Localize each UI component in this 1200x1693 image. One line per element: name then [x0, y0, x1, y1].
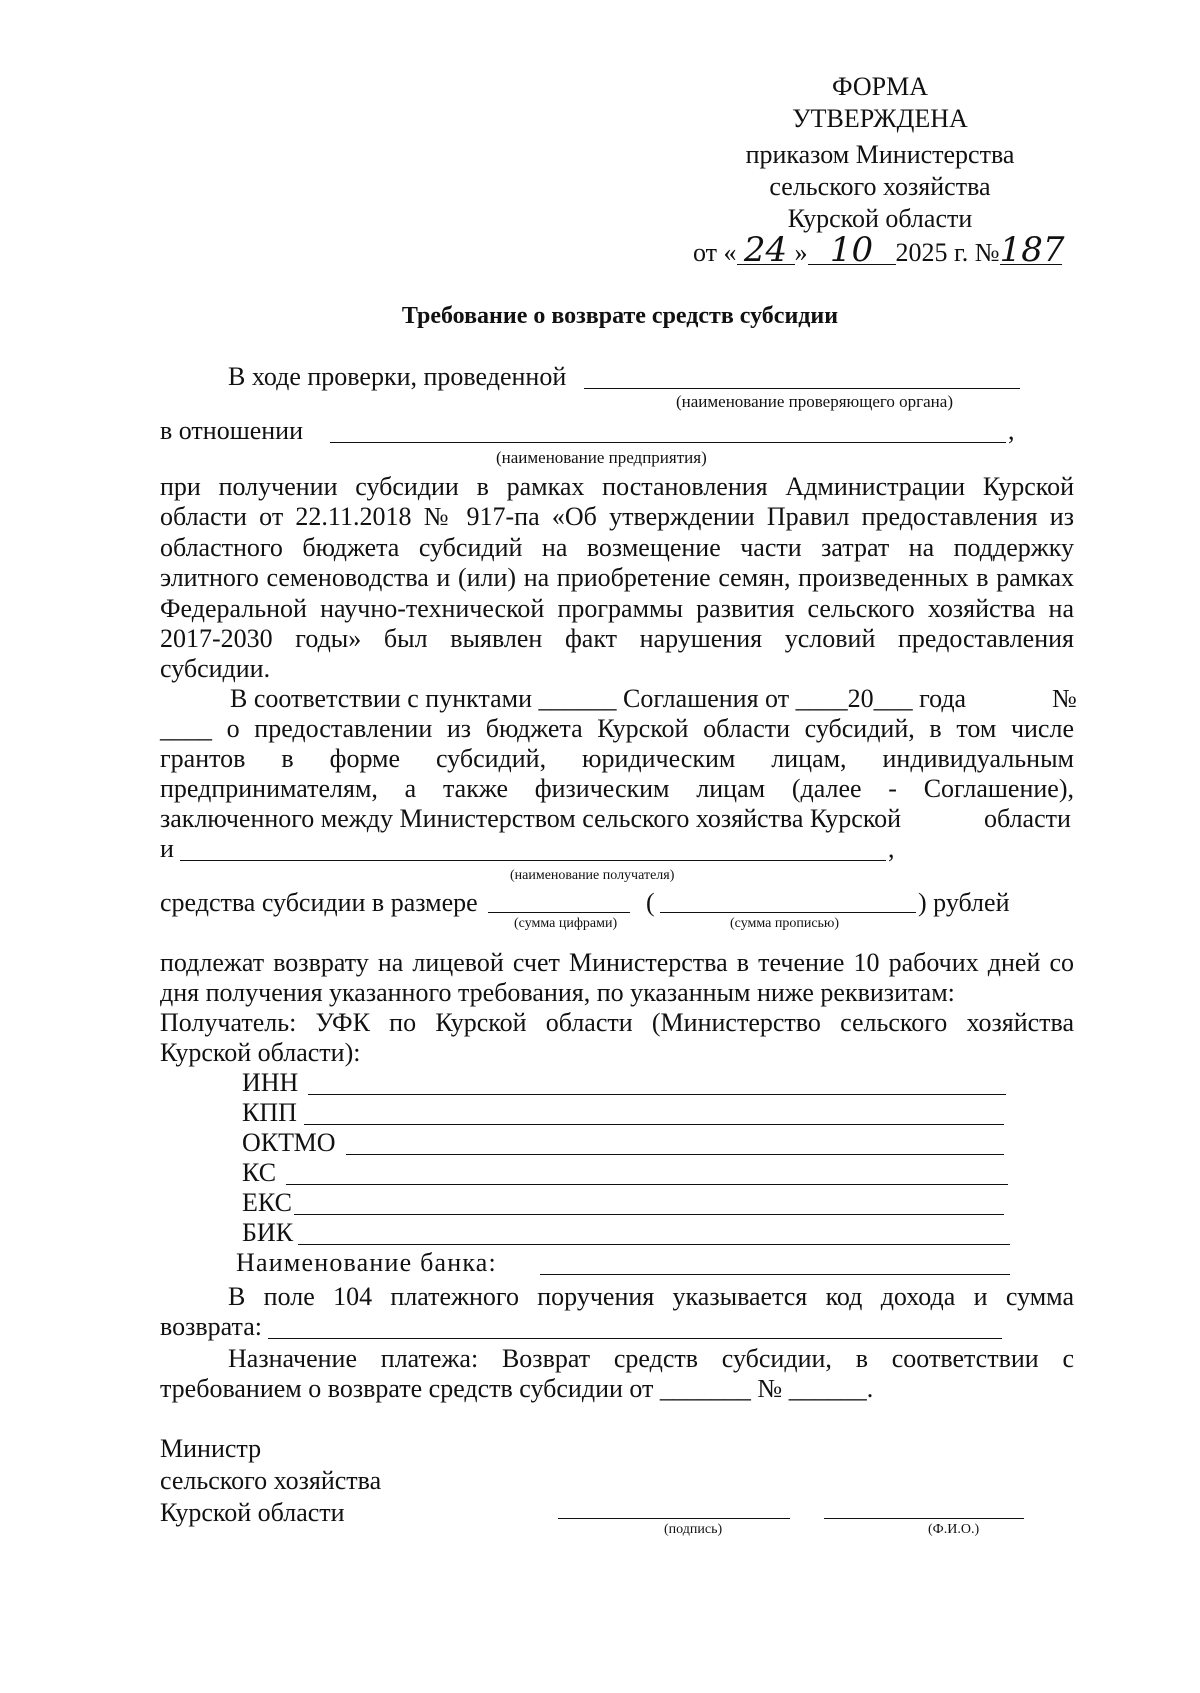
p4-and: и [160, 834, 174, 863]
signer-role-1: Министр [160, 1434, 262, 1463]
inspecting-body-hint: (наименование проверяющего органа) [676, 392, 953, 411]
enterprise-comma: , [1008, 416, 1015, 445]
p4-line-5-end: области [984, 804, 1071, 833]
purpose-line-2: требованием о возврате средств субсидии от _______ № ______. [160, 1374, 874, 1403]
approved-label: УТВЕРЖДЕНА [792, 104, 968, 133]
inspecting-body-field[interactable] [584, 388, 1020, 389]
signer-role-2: сельского хозяйства [160, 1466, 382, 1495]
bik-field[interactable] [298, 1244, 1010, 1245]
oktmo-label: ОКТМО [242, 1128, 336, 1157]
p4-number-sign: № [1052, 684, 1077, 713]
inn-label: ИНН [242, 1068, 299, 1097]
order-date-line [693, 230, 1065, 270]
p6-line-2: Курской области): [160, 1038, 361, 1067]
p5-line-2: дня получения указанного требования, по указанным ниже реквизитам: [160, 978, 955, 1007]
full-name-hint: (Ф.И.О.) [928, 1522, 980, 1537]
order-month: 10 [808, 236, 896, 265]
order-line: приказом Министерства [745, 140, 1015, 169]
bank-name-label: Наименование банка: [236, 1248, 497, 1277]
p3-line-5: Федеральной научно-технической программы развития сельского хозяйства на [160, 594, 1074, 623]
enterprise-field[interactable] [330, 442, 1006, 443]
bik-label: БИК [242, 1218, 294, 1247]
document-title: Требование о возврате средств субсидии [401, 303, 839, 329]
amount-label: средства субсидии в размере [160, 888, 478, 917]
amount-words-field[interactable] [660, 912, 916, 913]
inn-field[interactable] [308, 1094, 1006, 1095]
p3-line-6: 2017-2030 годы» был выявлен факт нарушения условий предоставления [160, 624, 1074, 653]
enterprise-hint: (наименование предприятия) [496, 448, 707, 467]
amount-digits-field[interactable] [488, 912, 630, 913]
recipient-hint: (наименование получателя) [510, 868, 675, 883]
p4-line-2: ____ о предоставлении из бюджета Курской области субсидий, в том числе [160, 714, 1074, 743]
p3-line-2: области от 22.11.2018 № 917-па «Об утверждении Правил предоставления из [160, 502, 1074, 531]
return-amount-field[interactable] [268, 1338, 1002, 1339]
p5-line-1: подлежат возврату на лицевой счет Министерства в течение 10 рабочих дней со [160, 948, 1074, 977]
year-text: 2025 г. № [895, 238, 1000, 267]
eks-label: ЕКС [242, 1188, 292, 1217]
signature-field[interactable] [558, 1518, 790, 1519]
p4-line-4: предпринимателям, а также физическим лицам (далее - Соглашение), [160, 774, 1074, 803]
recipient-field[interactable] [180, 860, 886, 861]
p4-line-1: В соответствии с пунктами ______ Соглашения от ____20___ года [230, 684, 967, 713]
p3-line-3: областного бюджета субсидий на возмещение части затрат на поддержку [160, 533, 1074, 562]
p3-line-1: при получении субсидии в рамках постановления Администрации Курской [160, 472, 1074, 501]
field104-line-1: В поле 104 платежного поручения указывается код дохода и сумма [228, 1282, 1074, 1311]
p6-line-1: Получатель: УФК по Курской области (Министерство сельского хозяйства [160, 1008, 1074, 1037]
full-name-field[interactable] [824, 1518, 1024, 1519]
signer-role-3: Курской области [160, 1498, 345, 1527]
month-separator: » [794, 238, 808, 267]
oktmo-field[interactable] [346, 1154, 1004, 1155]
amount-digits-hint: (сумма цифрами) [514, 916, 618, 931]
field104-line-2: возврата: [160, 1312, 262, 1341]
recipient-comma: , [888, 834, 895, 863]
ministry-line: сельского хозяйства [769, 172, 991, 201]
order-day: 24 [737, 236, 795, 265]
check-intro: В ходе проверки, проведенной [228, 362, 567, 391]
kpp-field[interactable] [304, 1124, 1004, 1125]
bank-name-field[interactable] [540, 1274, 1010, 1275]
region-line: Курской области [787, 204, 973, 233]
p4-line-3: грантов в форме субсидий, юридическим лицам, индивидуальным [160, 744, 1074, 773]
purpose-line-1: Назначение платежа: Возврат средств субсидии, в соответствии с [228, 1344, 1074, 1373]
p4-line-5: заключенного между Министерством сельского хозяйства Курской [160, 804, 902, 833]
kpp-label: КПП [242, 1098, 297, 1127]
amount-paren-open: ( [646, 888, 655, 917]
amount-words-hint: (сумма прописью) [730, 916, 840, 931]
regarding-label: в отношении [160, 416, 304, 445]
eks-field[interactable] [294, 1214, 1004, 1215]
form-label: ФОРМА [832, 72, 928, 101]
ks-field[interactable] [286, 1184, 1008, 1185]
order-number: 187 [999, 230, 1065, 270]
signature-hint: (подпись) [664, 1522, 723, 1537]
amount-currency: ) рублей [918, 888, 1010, 917]
date-prefix: от « [693, 238, 737, 267]
p3-line-4: элитного семеноводства и (или) на приобретение семян, произведенных в рамках [160, 563, 1074, 592]
p3-line-7: субсидии. [160, 654, 271, 683]
ks-label: КС [242, 1158, 277, 1187]
